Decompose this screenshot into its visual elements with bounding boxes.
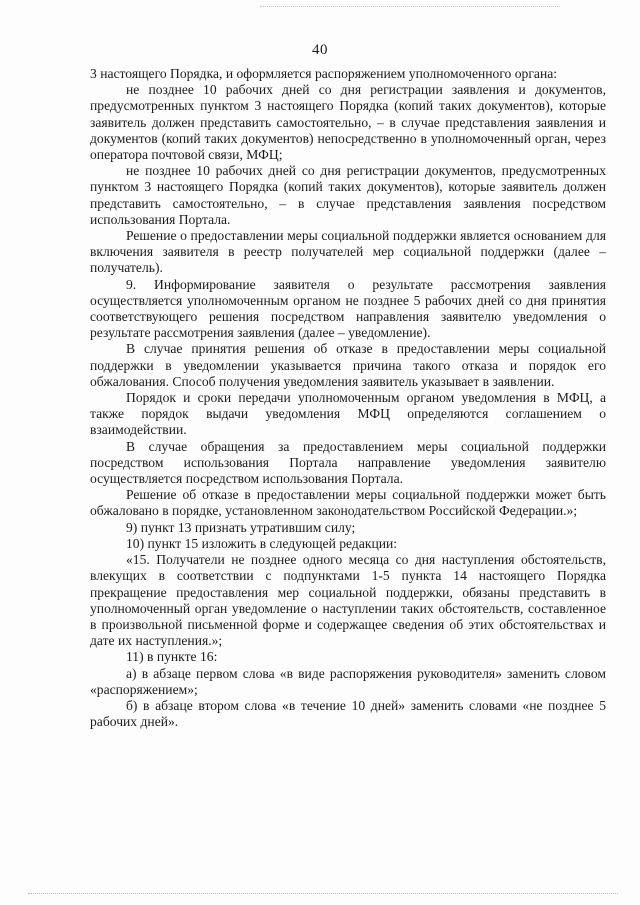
paragraph: В случае принятия решения об отказе в предоставлении меры социальной поддержки в уведомлении указывается причина такого отказа и порядок его обжалования. Способ получения уведомления заявитель указывает в заявлении. [90, 341, 606, 389]
paragraph: Решение об отказе в предоставлении меры социальной поддержки может быть обжаловано в порядке, установленном законодательством Российской Федерации.»; [90, 487, 606, 519]
paragraph: б) в абзаце втором слова «в течение 10 дней» заменить словами «не позднее 5 рабочих дней». [90, 697, 606, 730]
document-body [90, 66, 606, 730]
scan-edge-top [260, 6, 560, 8]
paragraph: 10) пункт 15 изложить в следующей редакции: [126, 535, 398, 551]
paragraph: не позднее 10 рабочих дней со дня регистрации документов, предусмотренных пунктом 3 настоящего Порядка (копий таких документов), которые заявитель должен представить самостоятельно, – в случае представления заявления посредством использования Портала. [90, 163, 606, 227]
paragraph: не позднее 10 рабочих дней со дня регистрации заявления и документов, предусмотренных пунктом 3 настоящего Порядка (копий таких документов), которые заявитель должен представить самостоятельно, – в случае представления заявления и документов (копий таких документов) непосредственно в уполномоченный орган, через оператора почтовой связи, МФЦ; [90, 82, 606, 163]
paragraph: 3 настоящего Порядка, и оформляется распоряжением уполномоченного органа: [90, 66, 558, 81]
paragraph: В случае обращения за предоставлением меры социальной поддержки посредством использования Портала направление уведомления заявителю осуществляется посредством использования Портала. [90, 438, 606, 487]
page-number: 40 [312, 42, 328, 58]
paragraph: Решение о предоставлении меры социальной поддержки является основанием для включения заявителя в реестр получателей мер социальной поддержки (далее – получатель). [90, 228, 606, 276]
paragraph: 11) в пункте 16: [126, 649, 218, 665]
paragraph: Порядок и сроки передачи уполномоченным органом уведомления в МФЦ, а также порядок выдачи уведомления МФЦ определяются соглашением о взаимодействии. [90, 390, 606, 438]
paragraph: 9) пункт 13 признать утратившим силу; [126, 519, 356, 535]
paragraph: а) в абзаце первом слова «в виде распоряжения руководителя» заменить словом «распоряжением»; [90, 665, 606, 697]
paragraph: «15. Получатели не позднее одного месяца со дня наступления обстоятельств, влекущих в соответствии с подпунктами 1-5 пункта 14 настоящего Порядка прекращение предоставления мер социальной поддержки, обязаны представить в уполномоченный орган уведомление о наступлении таких обстоятельств, составленное в произвольной письменной форме и содержащее сведения об этих обстоятельствах и дате их наступления.»; [90, 552, 606, 649]
paragraph: 9. Информирование заявителя о результате рассмотрения заявления осуществляется уполномоченным органом не позднее 5 рабочих дней со дня принятия соответствующего решения посредством направления заявителю уведомления о результате рассмотрения заявления (далее – уведомление). [90, 276, 606, 341]
scan-edge-bottom [28, 893, 618, 895]
